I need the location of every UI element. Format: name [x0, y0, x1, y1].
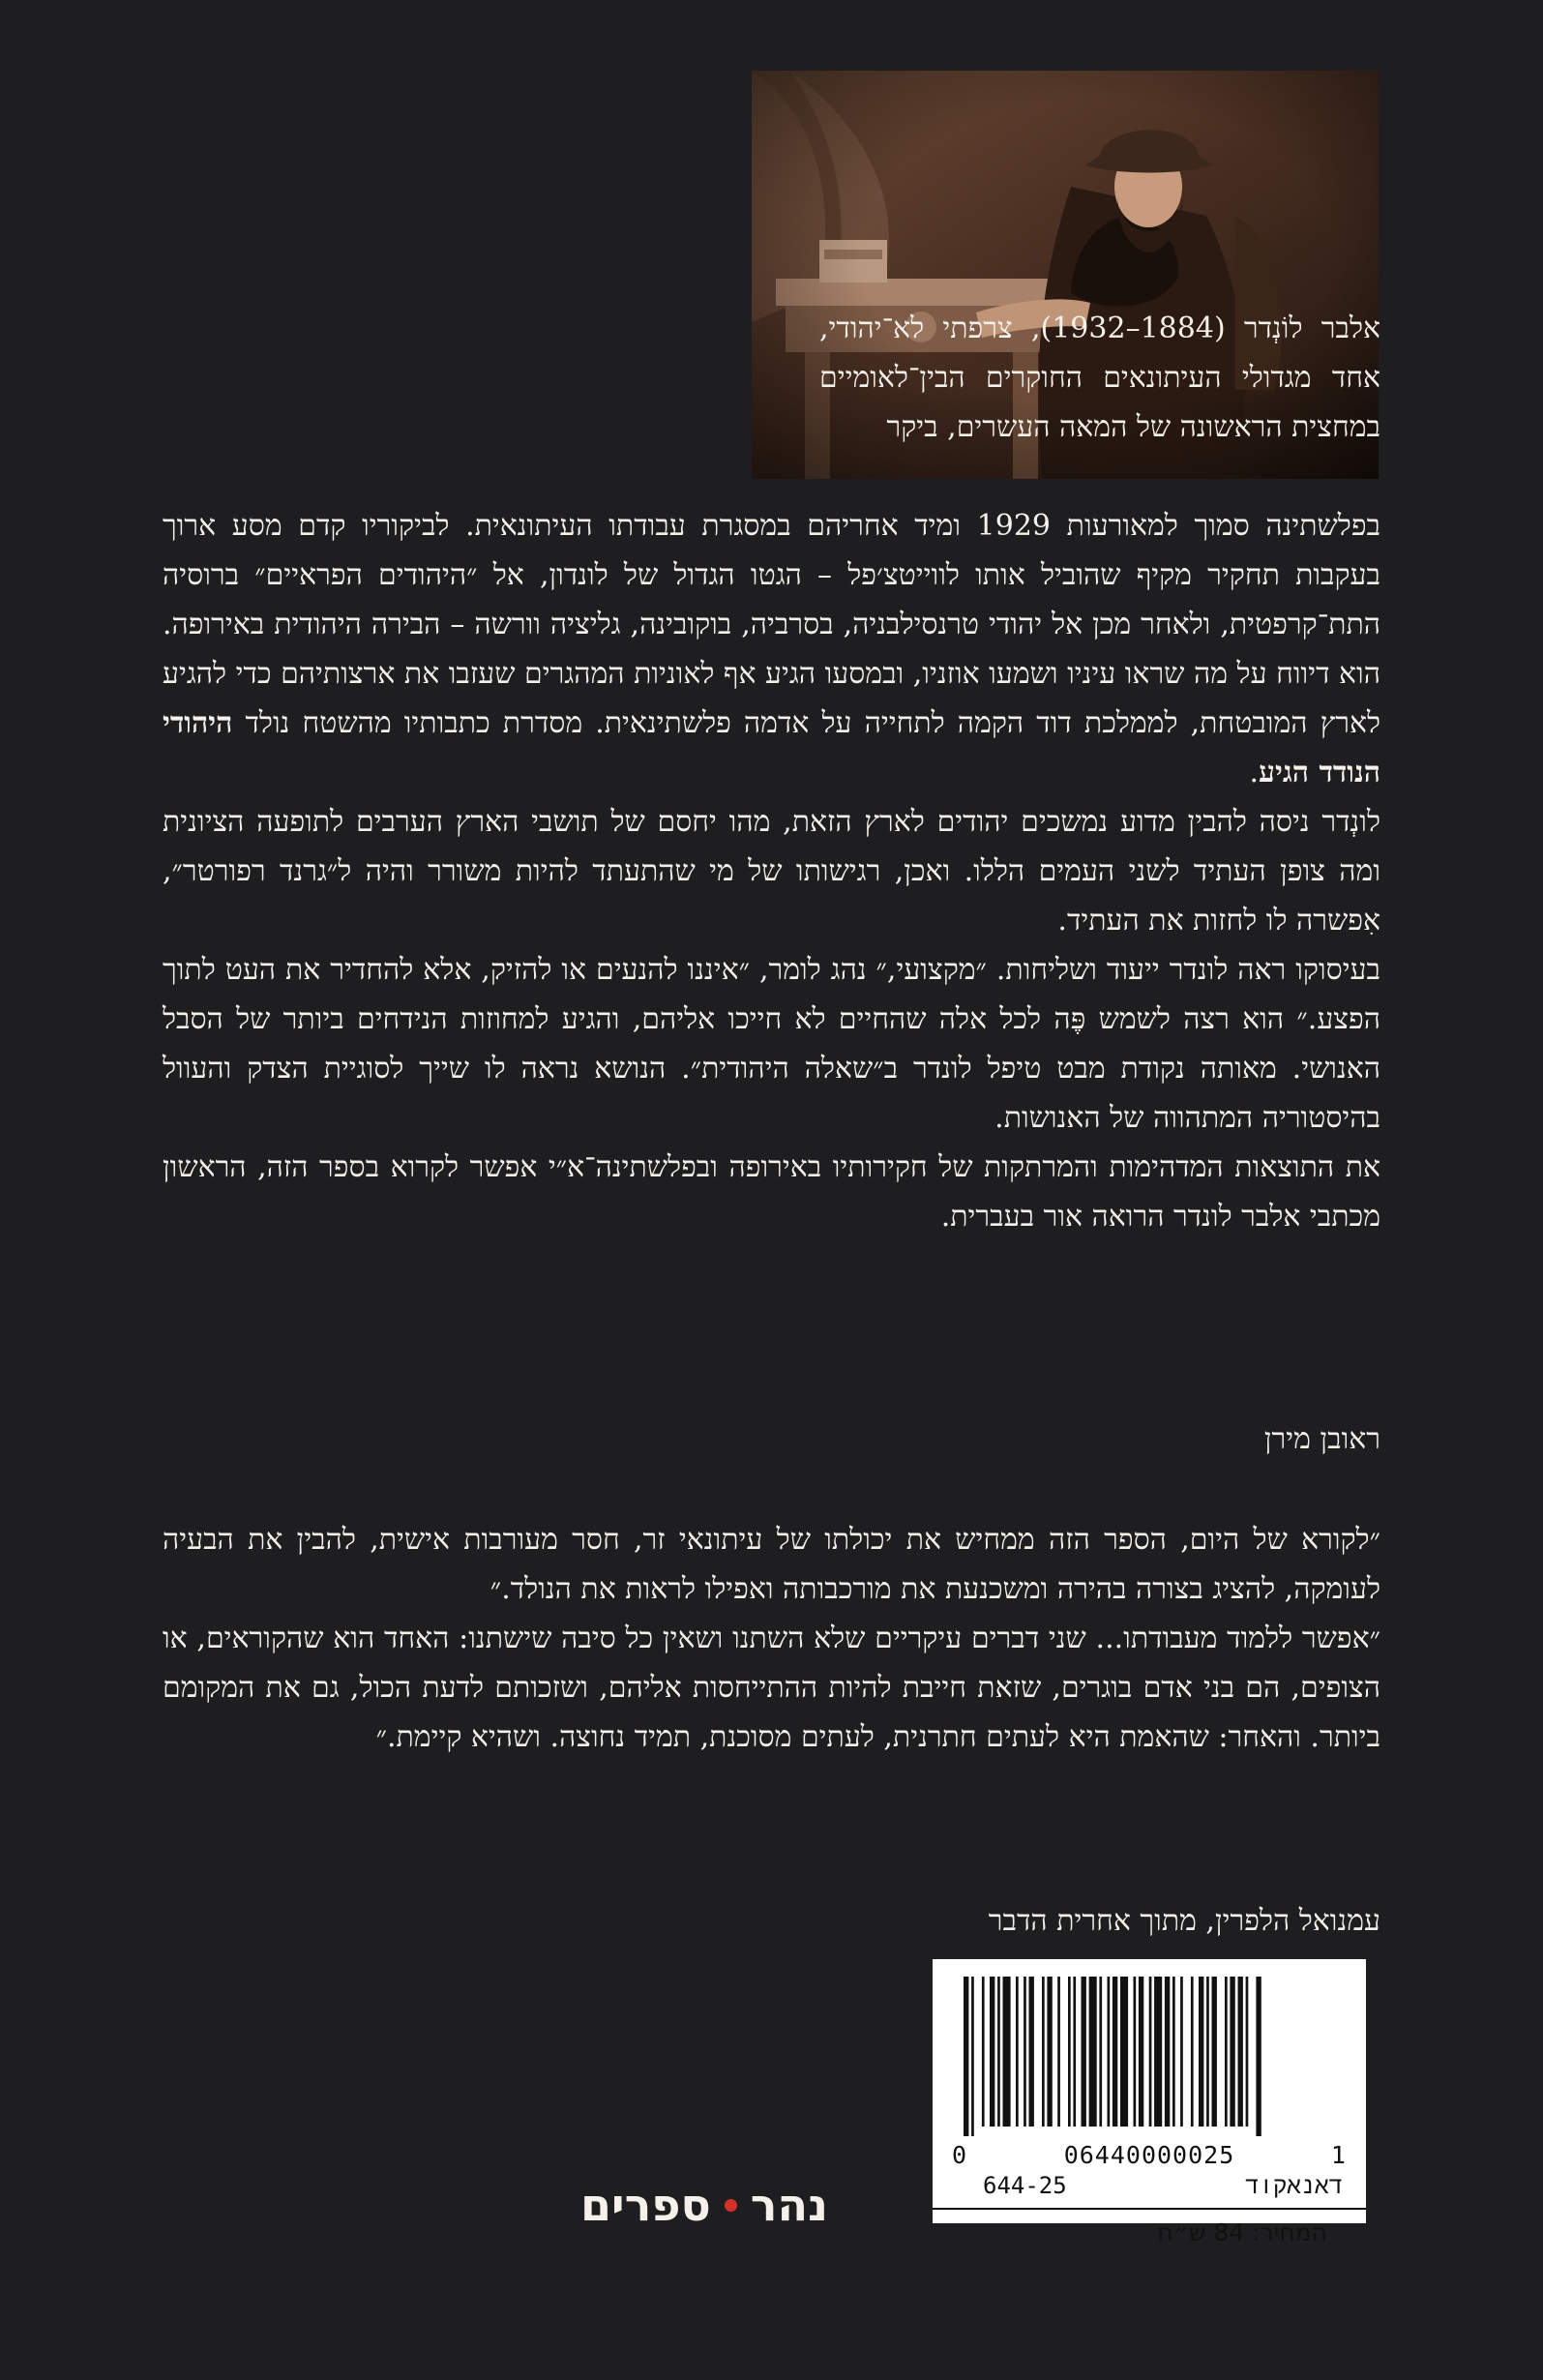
barcode-bar — [1047, 1977, 1052, 2127]
barcode-bar — [1003, 1977, 1011, 2127]
barcode-bar — [1225, 1977, 1228, 2127]
barcode-bar — [964, 1977, 968, 2136]
barcode-bar — [1238, 1977, 1243, 2127]
divider — [933, 2208, 1366, 2210]
barcode-bar — [1073, 1977, 1076, 2127]
paragraph-2: לונְדר ניסה להבין מדוע נמשכים יהודים לארץ הזאת, מהו יחסם של תושבי הארץ הערבים לתופעה הציונית ומה צופן העתיד לשני העמים הללו. ואכן, רגישותו של מי שהתעתד להיות משורר והיה ל״גרנד רפורטר״, אִפשרה לו לחזות את העתיד. — [163, 805, 1380, 937]
barcode-bar — [997, 1977, 1000, 2127]
intro-paragraph: אלבר לוֹנְדר (1884–1932), צרפתי לא־יהודי, אחד מגדולי העיתונאים החוקרים הבין־לאומיים במחצית הראשונה של המאה העשרים, ביקר — [819, 312, 1380, 444]
barcode-bar — [1120, 1977, 1128, 2127]
publisher-name-nahar: נהר — [750, 2179, 828, 2231]
barcode-bar — [1149, 1977, 1152, 2127]
paragraph-1-text: בפלשתינה סמוך למאורעות 1929 ומיד אחריהם במסגרת עבודתו העיתונאית. לביקוריו קדם מסע ארוך בעקבות תחקיר מקיף שהוביל אותו לווייטצ׳פל – הגטו הגדול של לונדון, אל ״היהודים הפראיים״ ברוסיה התת־קרפטית, ולאחר מכן אל יהודי טרנסילבניה, בסרביה, בוקובינה, גליציה וורשה – הבירה היהודית באירופה. הוא דיווח על מה שראו עיניו ושמעו אוזניו, ובמסעו הגיע אף לאוניות המהגרים שעזבו את ארצותיהם כדי להגיע לארץ המובטחת, לממלכת דוד הקמה לתחייה על אדמה פלשתינאית. מסדרת כתבותיו מהשטח נולד — [163, 509, 1381, 740]
barcode-bar — [1068, 1977, 1071, 2127]
barcode-bar — [1113, 1977, 1117, 2127]
barcode-digit-middle: 06440000025 — [1063, 2141, 1235, 2169]
publisher-dot-icon — [725, 2199, 737, 2212]
danacode — [983, 2172, 1343, 2201]
barcode-bar — [990, 1977, 994, 2127]
barcode-bar — [1089, 1977, 1097, 2127]
quote-2: ״אפשר ללמוד מעבודתו... שני דברים עיקריים שלא השתנו ושאין כל סיבה שישתנו: האחד הוא שהקוראים, או הצופים, הם בני אדם בוגרים, שזאת חייבת להיות ההתייחסות אליהם, ושזכותם לדעת הכול, גם את המקומם ביותר. והאחר: שהאמת היא לעתים חתרנית, לעתים מסוכנת, תמיד נחוצה. ושהיא קיימת.״ — [163, 1621, 1380, 1754]
barcode-bar — [1199, 1977, 1203, 2127]
barcode-bar — [1206, 1977, 1209, 2127]
barcode-bar — [1082, 1977, 1086, 2127]
barcode-bar — [1139, 1977, 1143, 2127]
barcode-bar — [1057, 1977, 1060, 2127]
publisher-logo — [580, 2179, 828, 2231]
barcode-label — [933, 1959, 1366, 2246]
signature-reuven-miran: ראובן מירן — [1263, 1422, 1380, 1456]
barcode-bar — [1154, 1977, 1162, 2127]
main-text — [163, 501, 1380, 1241]
barcode-bar — [982, 1977, 985, 2127]
quotes — [163, 1515, 1380, 1762]
barcode-bar — [1134, 1977, 1137, 2127]
publisher-name-sfarim: ספרים — [580, 2179, 711, 2231]
price: המחיר: 84 ש״ח — [1157, 2218, 1327, 2246]
paragraph-4: את התוצאות המדהימות והמרתקות של חקירותיו באירופה ובפלשתינה־א״י אפשר לקרוא בספר הזה, הראשון מכתבי אלבר לונדר הרואה אור בעברית. — [163, 1150, 1380, 1234]
barcode-bar — [1230, 1977, 1234, 2127]
barcode-bars — [960, 1977, 1339, 2136]
barcode-bar — [1191, 1977, 1194, 2127]
barcode-bar — [1042, 1977, 1045, 2127]
paragraph-3: בעיסוקו ראה לונדר ייעוד ושליחות. ״מקצועי,״ נהג לומר, ״איננו להנעים או להזיק, אלא להחדיר את העט לתוך הפצע.״ הוא רצה לשמש פֶּה לכל אלה שהחיים לא חייכו אליהם, והגיע למחוזות הנידחים ביותר של הסבל האנושי. מאותה נקודת מבט טיפל לונדר ב״שאלה היהודית״. הנושא נראה לו שייך לסוגיית הצדק והעוול בהיסטוריה המתהווה של האנושות. — [163, 953, 1380, 1135]
barcode-digits — [952, 2141, 1347, 2169]
barcode-bar — [1099, 1977, 1102, 2127]
barcode-digit-left: 0 — [952, 2141, 968, 2169]
barcode-bar — [971, 1977, 974, 2136]
barcode-bar — [1256, 1977, 1261, 2136]
barcode-bar — [1180, 1977, 1183, 2127]
barcode-bar — [1108, 1977, 1111, 2127]
danacode-number: 644-25 — [983, 2172, 1067, 2199]
barcode-digit-right: 1 — [1330, 2141, 1347, 2169]
book-title: היהודי הנודד הגיע — [163, 706, 1380, 789]
barcode-bar — [1024, 1977, 1026, 2127]
barcode-bar — [1029, 1977, 1034, 2127]
barcode-bar — [1165, 1977, 1170, 2127]
quote-1: ״לקורא של היום, הספר הזה ממחיש את יכולתו של עיתונאי זר, חסר מעורבות אישית, להבין את הבעיה לעומקה, להציג בצורה בהירה ומשכנעת את מורכבותה ואפילו לראות את הנולד.״ — [163, 1523, 1380, 1606]
barcode-bar — [1212, 1977, 1217, 2127]
paragraph-1: בפלשתינה סמוך למאורעות 1929 ומיד אחריהם במסגרת עבודתו העיתונאית. לביקוריו קדם מסע ארוך בעקבות תחקיר מקיף שהוביל אותו לווייטצ׳פל – הגטו הגדול של לונדון, אל ״היהודים הפראיים״ ברוסיה התת־קרפטית, ולאחר מכן אל יהודי טרנסילבניה, בסרביה, בוקובינה, גליציה וורשה – הבירה היהודית באירופה. הוא דיווח על מה שראו עיניו ושמעו אוזניו, ובמסעו הגיע אף לאוניות המהגרים שעזבו את ארצותיהם כדי להגיע לארץ המובטחת, לממלכת דוד הקמה לתחייה על אדמה פלשתינאית. מסדרת כתבותיו מהשטח נולד היהודי הנודד הגיע. — [163, 509, 1381, 789]
barcode-bar — [1172, 1977, 1175, 2127]
danacode-label: דאנאקוד — [1245, 2172, 1343, 2199]
barcode-bar — [1016, 1977, 1019, 2127]
barcode-bar — [1246, 1977, 1249, 2127]
signature-emanuel-halperin: עמנואל הלפרין, מתוך אחרית הדבר — [988, 1904, 1380, 1938]
